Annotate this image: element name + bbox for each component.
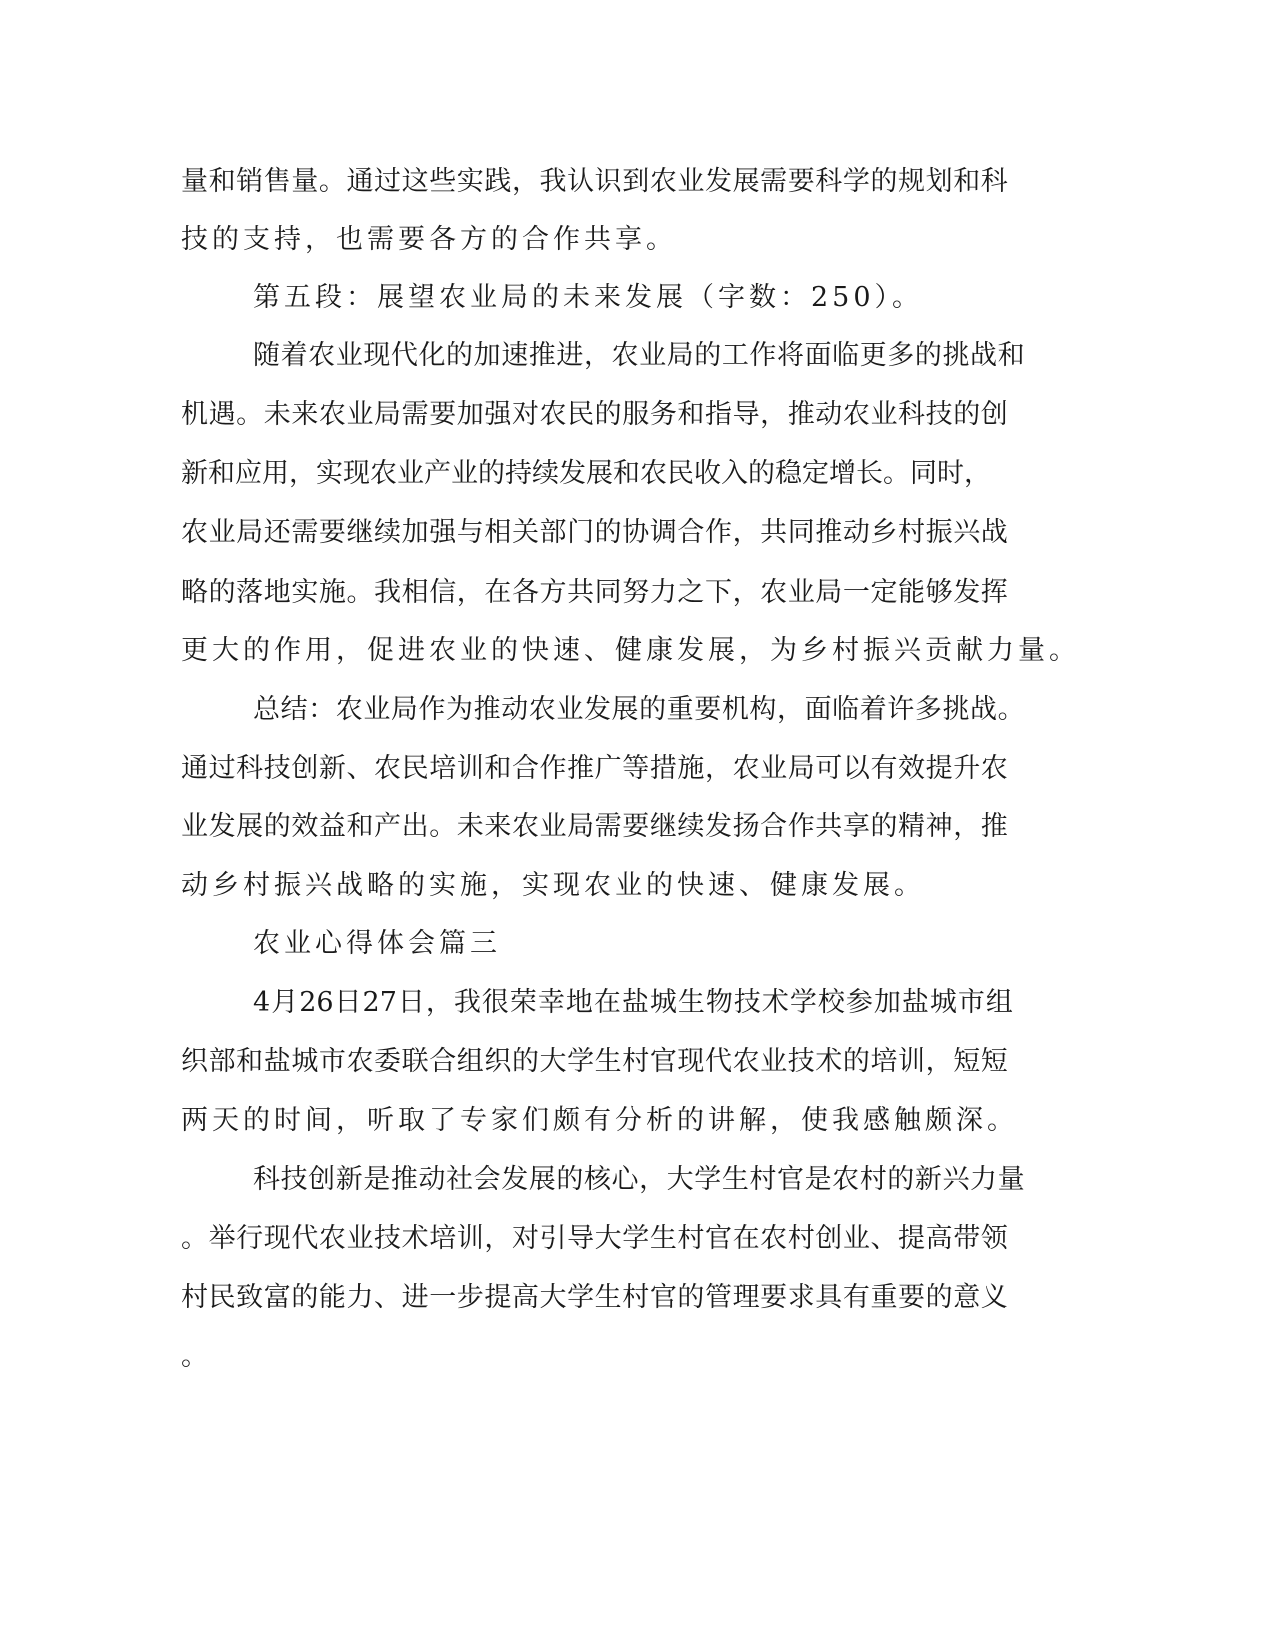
text-line: 略 的 落 地 实 施 。 我 相 信 ， 在 各 方 共 同 努 力 之 下 ， 农 业 局 一 定 能 够 发 挥 — [181, 577, 1008, 608]
text-line: 通 过 科 技 创 新 、 农 民 培 训 和 合 作 推 广 等 措 施 ， 农 业 局 可 以 有 效 提 升 农 — [181, 753, 1008, 784]
text-line: 两天的时间，听取了专家们颇有分析的讲解，使我感触颇深。 — [181, 1105, 1018, 1136]
text-line: 机 遇 。 未 来 农 业 局 需 要 加 强 对 农 民 的 服 务 和 指 导 ， 推 动 农 业 科 技 的 创 — [181, 399, 1008, 430]
text-line: 。 — [181, 1341, 208, 1372]
text-line: 量 和 销 售 量 。 通 过 这 些 实 践 ， 我 认 识 到 农 业 发 展 需 要 科 学 的 规 划 和 科 — [181, 166, 1008, 197]
text-line: 4 月 26 日 27 日 ， 我 很 荣 幸 地 在 盐 城 生 物 技 术 学 校 参 加 盐 城 市 组 — [253, 987, 1013, 1018]
text-line: 农 业 局 还 需 要 继 续 加 强 与 相 关 部 门 的 协 调 合 作 ， 共 同 推 动 乡 村 振 兴 战 — [181, 517, 1008, 548]
text-line: 织 部 和 盐 城 市 农 委 联 合 组 织 的 大 学 生 村 官 现 代 农 业 技 术 的 培 训 ， 短 短 — [181, 1046, 1008, 1077]
section-title: 农业心得体会篇三 — [253, 928, 501, 959]
text-line: 更大的作用，促进农业的快速、健康发展，为乡村振兴贡献力量。 — [181, 635, 1080, 666]
text-line: 村 民 致 富 的 能 力 、 进 一 步 提 高 大 学 生 村 官 的 管 理 要 求 具 有 重 要 的 意 义 — [181, 1282, 1008, 1313]
text-line: 新 和 应 用 ， 实 现 农 业 产 业 的 持 续 发 展 和 农 民 收 入 的 稳 定 增 长 。 同 时 ， — [181, 458, 991, 489]
text-line: 技的支持，也需要各方的合作共享。 — [181, 224, 677, 255]
section-heading: 第五段：展望农业局的未来发展（字数：250）。 — [253, 282, 924, 313]
text-line: 总 结 ： 农 业 局 作 为 推 动 农 业 发 展 的 重 要 机 构 ， 面 临 着 许 多 挑 战 。 — [253, 694, 1025, 725]
text-line: 。 举 行 现 代 农 业 技 术 培 训 ， 对 引 导 大 学 生 村 官 在 农 村 创 业 、 提 高 带 领 — [181, 1223, 1008, 1254]
text-line: 业 发 展 的 效 益 和 产 出 。 未 来 农 业 局 需 要 继 续 发 扬 合 作 共 享 的 精 神 ， 推 — [181, 811, 1008, 842]
text-line: 科 技 创 新 是 推 动 社 会 发 展 的 核 心 ， 大 学 生 村 官 是 农 村 的 新 兴 力 量 — [253, 1164, 1025, 1195]
text-line: 动乡村振兴战略的实施，实现农业的快速、健康发展。 — [181, 870, 925, 901]
text-line: 随 着 农 业 现 代 化 的 加 速 推 进 ， 农 业 局 的 工 作 将 面 临 更 多 的 挑 战 和 — [253, 340, 1025, 371]
